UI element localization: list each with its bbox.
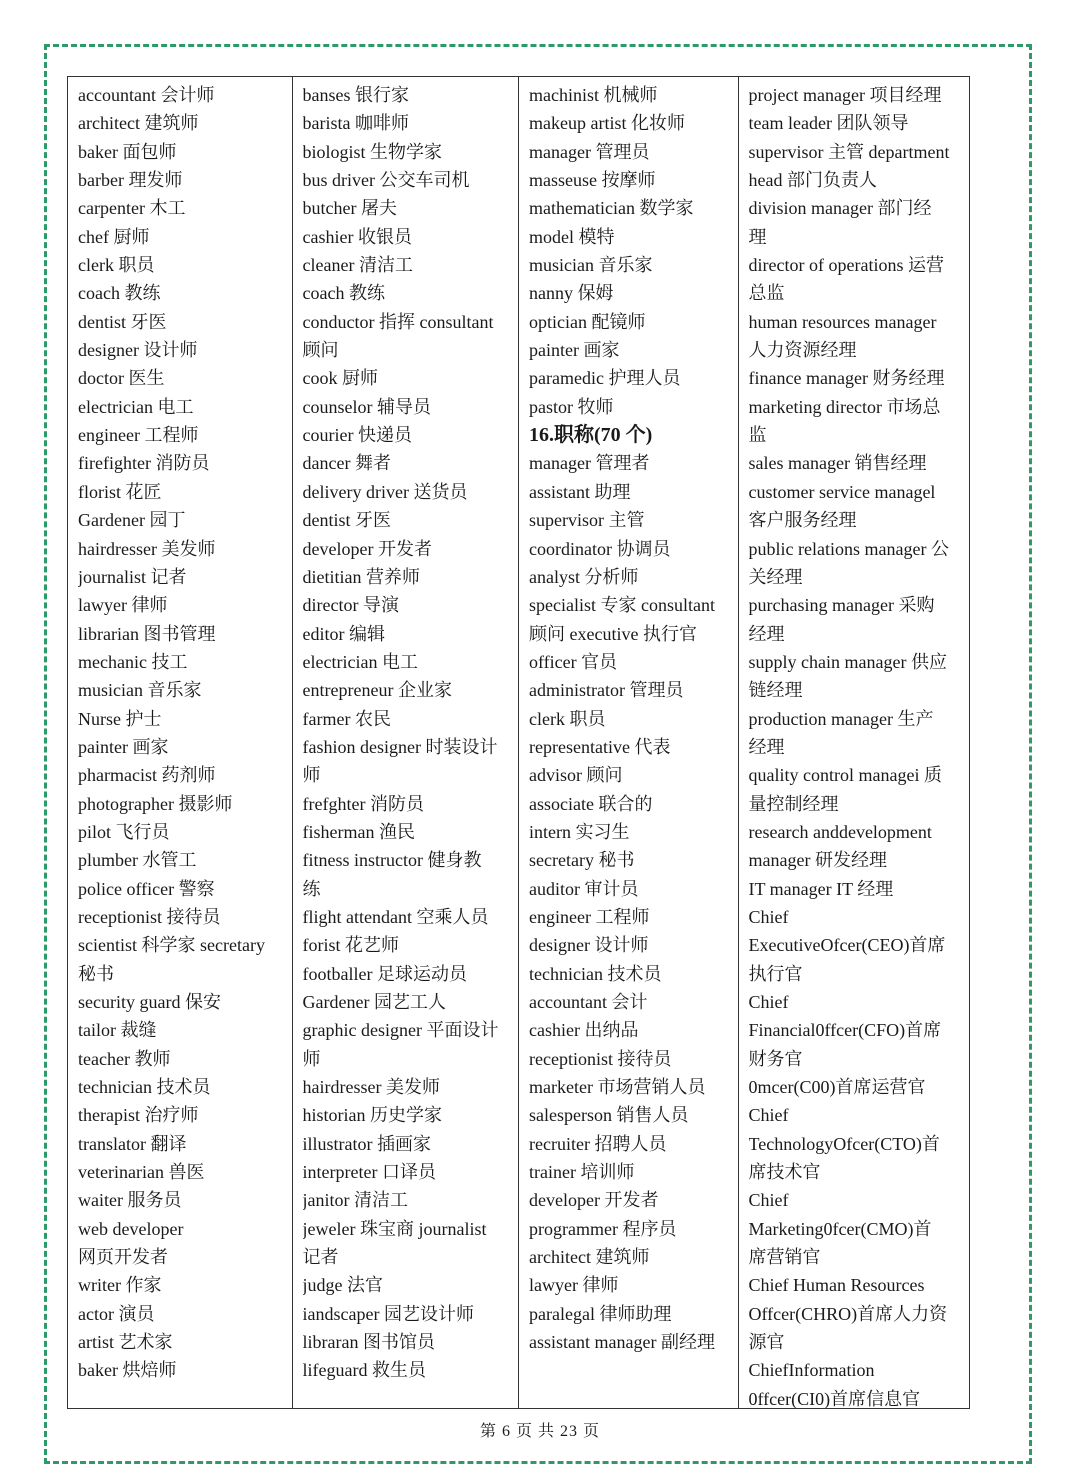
vocab-entry: 顾问 executive 执行官	[529, 623, 697, 644]
vocab-entry: specialist 专家 consultant	[529, 595, 715, 616]
vocab-entry: cashier 出纳品	[529, 1020, 639, 1041]
section-heading: 16.职称(70 个)	[529, 424, 653, 447]
vocab-entry: mechanic 技工	[78, 651, 188, 672]
vocab-entry: delivery driver 送货员	[302, 481, 468, 502]
vocab-entry: 师	[302, 765, 321, 786]
vocab-entry: director 导演	[302, 595, 399, 616]
vocab-entry: artist 艺术家	[78, 1332, 173, 1353]
vocab-entry: 0ffcer(CI0)首席信息官	[748, 1388, 921, 1408]
vocab-entry: TechnologyOfcer(CTO)首	[748, 1133, 940, 1154]
vocab-entry: firefighter 消防员	[78, 453, 210, 474]
vocab-entry: 经理	[748, 736, 785, 757]
vocab-entry: courier 快递员	[302, 425, 412, 446]
vocab-entry: engineer 工程师	[78, 425, 199, 446]
vocab-entry: Marketing0fcer(CMO)首	[748, 1218, 932, 1239]
vocab-entry: conductor 指挥 consultant	[302, 311, 494, 332]
vocab-entry: supervisor 主管	[529, 510, 645, 531]
vocab-entry: photographer 摄影师	[78, 793, 233, 814]
vocab-entry: ExecutiveOfcer(CEO)首席	[748, 935, 946, 956]
vocab-entry: Chief	[748, 1105, 789, 1126]
vocab-entry: 关经理	[748, 566, 803, 587]
vocab-entry: libraran 图书馆员	[302, 1332, 435, 1353]
vocab-entry: florist 花匠	[78, 481, 162, 502]
vocab-entry: 0mcer(C00)首席运营官	[748, 1077, 926, 1098]
vocab-entry: 网页开发者	[78, 1247, 168, 1268]
vocab-entry: butcher 屠夫	[302, 198, 397, 219]
vocab-entry: cleaner 清洁工	[302, 255, 413, 276]
vocab-entry: fisherman 渔民	[302, 821, 415, 842]
vocab-entry: 练	[302, 878, 321, 899]
vocab-entry: machinist 机械师	[529, 85, 658, 105]
vocab-entry: assistant manager 副经理	[529, 1332, 715, 1353]
vocab-entry: librarian 图书管理	[78, 623, 216, 644]
vocab-entry: finance manager 财务经理	[748, 368, 945, 389]
vocab-entry: coach 教练	[302, 283, 385, 304]
vocab-entry: customer service managel	[748, 481, 936, 502]
vocab-entry: web developer	[78, 1218, 184, 1239]
vocab-entry: hairdresser 美发师	[302, 1077, 440, 1098]
vocab-entry: entrepreneur 企业家	[302, 680, 452, 701]
vocab-entry: engineer 工程师	[529, 906, 650, 927]
vocab-entry: electrician 电工	[78, 396, 194, 417]
vocab-entry: developer 开发者	[529, 1190, 659, 1211]
vocab-entry: 执行官	[748, 963, 803, 984]
vocab-entry: associate 联合的	[529, 793, 653, 814]
vocab-entry: quality control managei 质	[748, 765, 942, 786]
vocab-entry: baker 面包师	[78, 141, 177, 162]
vocab-entry: clerk 职员	[78, 255, 155, 276]
vocab-entry: jeweler 珠宝商 journalist	[302, 1218, 487, 1239]
vocab-entry: pilot 飞行员	[78, 821, 170, 842]
vocab-entry: cook 厨师	[302, 368, 378, 389]
vocab-entry: graphic designer 平面设计	[302, 1020, 499, 1041]
vocab-entry: Financial0ffcer(CFO)首席	[748, 1020, 942, 1041]
vocab-entry: 财务官	[748, 1048, 803, 1069]
vocab-entry: manager 管理者	[529, 453, 650, 474]
vocab-entry: designer 设计师	[529, 935, 649, 956]
vocab-entry: police officer 警察	[78, 878, 215, 899]
vocab-entry: Chief	[748, 1190, 789, 1211]
vocab-entry: veterinarian 兽医	[78, 1162, 205, 1183]
vocab-entry: 秘书	[78, 963, 114, 984]
vocab-entry: lawyer 律师	[529, 1275, 619, 1296]
vocab-entry: paramedic 护理人员	[529, 368, 681, 389]
vocab-entry: ChiefInformation	[748, 1360, 875, 1381]
column-4	[738, 77, 969, 1408]
vocab-entry: clerk 职员	[529, 708, 606, 729]
vocab-entry: musician 音乐家	[78, 680, 202, 701]
vocab-entry: dentist 牙医	[302, 510, 391, 531]
vocab-entry: public relations manager 公	[748, 538, 949, 559]
vocab-entry: paralegal 律师助理	[529, 1303, 672, 1324]
vocab-entry: dentist 牙医	[78, 311, 167, 332]
vocab-entry: developer 开发者	[302, 538, 432, 559]
vocab-entry: programmer 程序员	[529, 1218, 677, 1239]
vocab-entry: assistant 助理	[529, 481, 631, 502]
vocab-entry: hairdresser 美发师	[78, 538, 216, 559]
vocab-entry: team leader 团队领导	[748, 113, 909, 134]
vocab-entry: human resources manager	[748, 311, 937, 332]
vocab-entry: cashier 收银员	[302, 226, 412, 247]
vocab-entry: Offcer(CHRO)首席人力资	[748, 1303, 948, 1324]
vocab-entry: purchasing manager 采购	[748, 595, 935, 616]
vocab-entry: supervisor 主管 department	[748, 141, 950, 162]
vocab-entry: dietitian 营养师	[302, 566, 420, 587]
vocab-entry: masseuse 按摩师	[529, 170, 656, 191]
vocab-entry: recruiter 招聘人员	[529, 1133, 667, 1154]
vocab-entry: coordinator 协调员	[529, 538, 671, 559]
vocab-entry: 席技术官	[748, 1162, 821, 1183]
vocab-entry: architect 建筑师	[529, 1247, 650, 1268]
vocab-entry: Chief	[748, 906, 789, 927]
vocab-entry: research anddevelopment	[748, 821, 932, 842]
vocab-entry: 量控制经理	[748, 793, 839, 814]
vocab-entry: tailor 裁缝	[78, 1020, 157, 1041]
vocab-entry: pharmacist 药剂师	[78, 765, 216, 786]
vocab-entry: 监	[748, 425, 767, 446]
page-footer: 第 6 页 共 23 页	[479, 1423, 600, 1440]
vocab-entry: division manager 部门经	[748, 198, 932, 219]
vocab-entry: manager 管理员	[529, 141, 650, 162]
vocab-entry: coach 教练	[78, 283, 161, 304]
vocab-entry: accountant 会计师	[78, 85, 215, 105]
vocab-entry: doctor 医生	[78, 368, 165, 389]
vocab-entry: bus driver 公交车司机	[302, 170, 470, 191]
vocab-entry: barista 咖啡师	[302, 113, 409, 134]
vocab-entry: representative 代表	[529, 736, 671, 757]
vocab-entry: counselor 辅导员	[302, 396, 431, 417]
vocab-entry: optician 配镜师	[529, 311, 646, 332]
vocab-entry: receptionist 接待员	[529, 1048, 672, 1069]
vocab-entry: officer 官员	[529, 651, 618, 672]
vocab-entry: forist 花艺师	[302, 935, 399, 956]
vocab-entry: auditor 审计员	[529, 878, 639, 899]
vocab-entry: designer 设计师	[78, 340, 198, 361]
column-2	[292, 77, 519, 1408]
vocab-entry: chef 厨师	[78, 226, 150, 247]
vocab-entry: frefghter 消防员	[302, 793, 424, 814]
column-1	[68, 77, 292, 1408]
vocab-entry: carpenter 木工	[78, 198, 186, 219]
vocab-entry: 师	[302, 1048, 321, 1069]
vocab-entry: 链经理	[748, 680, 803, 701]
vocab-entry: IT manager IT 经理	[748, 878, 894, 899]
vocab-entry: Gardener 园艺工人	[302, 992, 446, 1012]
vocab-entry: marketing director 市场总	[748, 396, 941, 417]
vocab-entry: plumber 水管工	[78, 850, 197, 871]
vocab-entry: 人力资源经理	[748, 340, 857, 361]
vocab-entry: therapist 治疗师	[78, 1105, 199, 1126]
vocab-entry: mathematician 数学家	[529, 198, 694, 219]
vocab-entry: lifeguard 救生员	[302, 1360, 426, 1381]
vocab-entry: actor 演员	[78, 1303, 155, 1324]
vocab-entry: teacher 教师	[78, 1048, 171, 1069]
vocab-entry: marketer 市场营销人员	[529, 1077, 706, 1098]
vocab-entry: administrator 管理员	[529, 680, 684, 701]
vocab-entry: baker 烘焙师	[78, 1360, 177, 1381]
vocab-entry: judge 法官	[302, 1275, 383, 1296]
vocab-entry: Gardener 园丁	[78, 510, 186, 531]
vocab-entry: manager 研发经理	[748, 850, 887, 871]
vocab-entry: secretary 秘书	[529, 850, 635, 871]
vocab-entry: footballer 足球运动员	[302, 963, 467, 984]
vocab-entry: production manager 生产	[748, 708, 934, 729]
vocabulary-table	[67, 76, 970, 1409]
vocab-entry: 记者	[302, 1247, 339, 1268]
vocab-entry: janitor 清洁工	[302, 1190, 408, 1211]
vocab-entry: intern 实习生	[529, 821, 630, 842]
vocab-entry: interpreter 口译员	[302, 1162, 436, 1183]
vocab-entry: translator 翻译	[78, 1133, 187, 1154]
vocab-entry: Nurse 护士	[78, 708, 162, 729]
vocab-entry: 客户服务经理	[748, 510, 857, 531]
vocab-entry: advisor 顾问	[529, 765, 623, 786]
vocab-entry: banses 银行家	[302, 85, 409, 105]
vocab-entry: waiter 服务员	[78, 1190, 182, 1211]
vocab-entry: iandscaper 园艺设计师	[302, 1303, 474, 1324]
vocab-entry: illustrator 插画家	[302, 1133, 431, 1154]
vocab-entry: flight attendant 空乘人员	[302, 906, 489, 927]
vocab-entry: security guard 保安	[78, 992, 221, 1012]
vocab-entry: lawyer 律师	[78, 595, 168, 616]
vocab-entry: analyst 分析师	[529, 566, 639, 587]
vocab-entry: journalist 记者	[78, 566, 187, 587]
vocab-entry: painter 画家	[78, 736, 169, 757]
vocab-entry: 经理	[748, 623, 785, 644]
vocab-entry: director of operations 运营	[748, 255, 944, 276]
vocab-entry: supply chain manager 供应	[748, 651, 947, 672]
vocab-entry: dancer 舞者	[302, 453, 391, 474]
vocab-entry: fashion designer 时装设计	[302, 736, 498, 757]
vocab-entry: 席营销官	[748, 1247, 821, 1268]
vocab-entry: Chief Human Resources	[748, 1275, 925, 1296]
vocab-entry: technician 技术员	[529, 963, 662, 984]
vocab-entry: 顾问	[302, 340, 339, 361]
vocab-entry: 源官	[748, 1332, 785, 1353]
vocab-entry: technician 技术员	[78, 1077, 211, 1098]
vocab-entry: pastor 牧师	[529, 396, 614, 417]
vocab-entry: Chief	[748, 992, 789, 1012]
vocab-entry: accountant 会计	[529, 992, 648, 1012]
vocab-entry: biologist 生物学家	[302, 141, 443, 162]
vocab-entry: painter 画家	[529, 340, 620, 361]
vocab-entry: scientist 科学家 secretary	[78, 935, 265, 956]
vocab-entry: barber 理发师	[78, 170, 183, 191]
vocab-entry: receptionist 接待员	[78, 906, 221, 927]
vocab-entry: fitness instructor 健身教	[302, 850, 482, 871]
vocab-entry: makeup artist 化妆师	[529, 113, 685, 134]
vocab-entry: salesperson 销售人员	[529, 1105, 689, 1126]
vocab-entry: musician 音乐家	[529, 255, 653, 276]
vocab-entry: editor 编辑	[302, 623, 385, 644]
vocab-entry: model 模特	[529, 226, 615, 247]
vocab-entry: historian 历史学家	[302, 1105, 442, 1126]
vocab-entry: head 部门负责人	[748, 170, 877, 191]
vocab-entry: trainer 培训师	[529, 1162, 635, 1183]
vocab-entry: 理	[748, 226, 767, 247]
vocab-entry: 总监	[748, 283, 785, 304]
vocab-entry: writer 作家	[78, 1275, 162, 1296]
vocab-entry: architect 建筑师	[78, 113, 199, 134]
column-3	[518, 77, 738, 1408]
vocab-entry: project manager 项目经理	[748, 85, 942, 105]
vocab-entry: sales manager 销售经理	[748, 453, 927, 474]
vocab-entry: electrician 电工	[302, 651, 418, 672]
vocab-entry: nanny 保姆	[529, 283, 614, 304]
vocab-entry: farmer 农民	[302, 708, 391, 729]
